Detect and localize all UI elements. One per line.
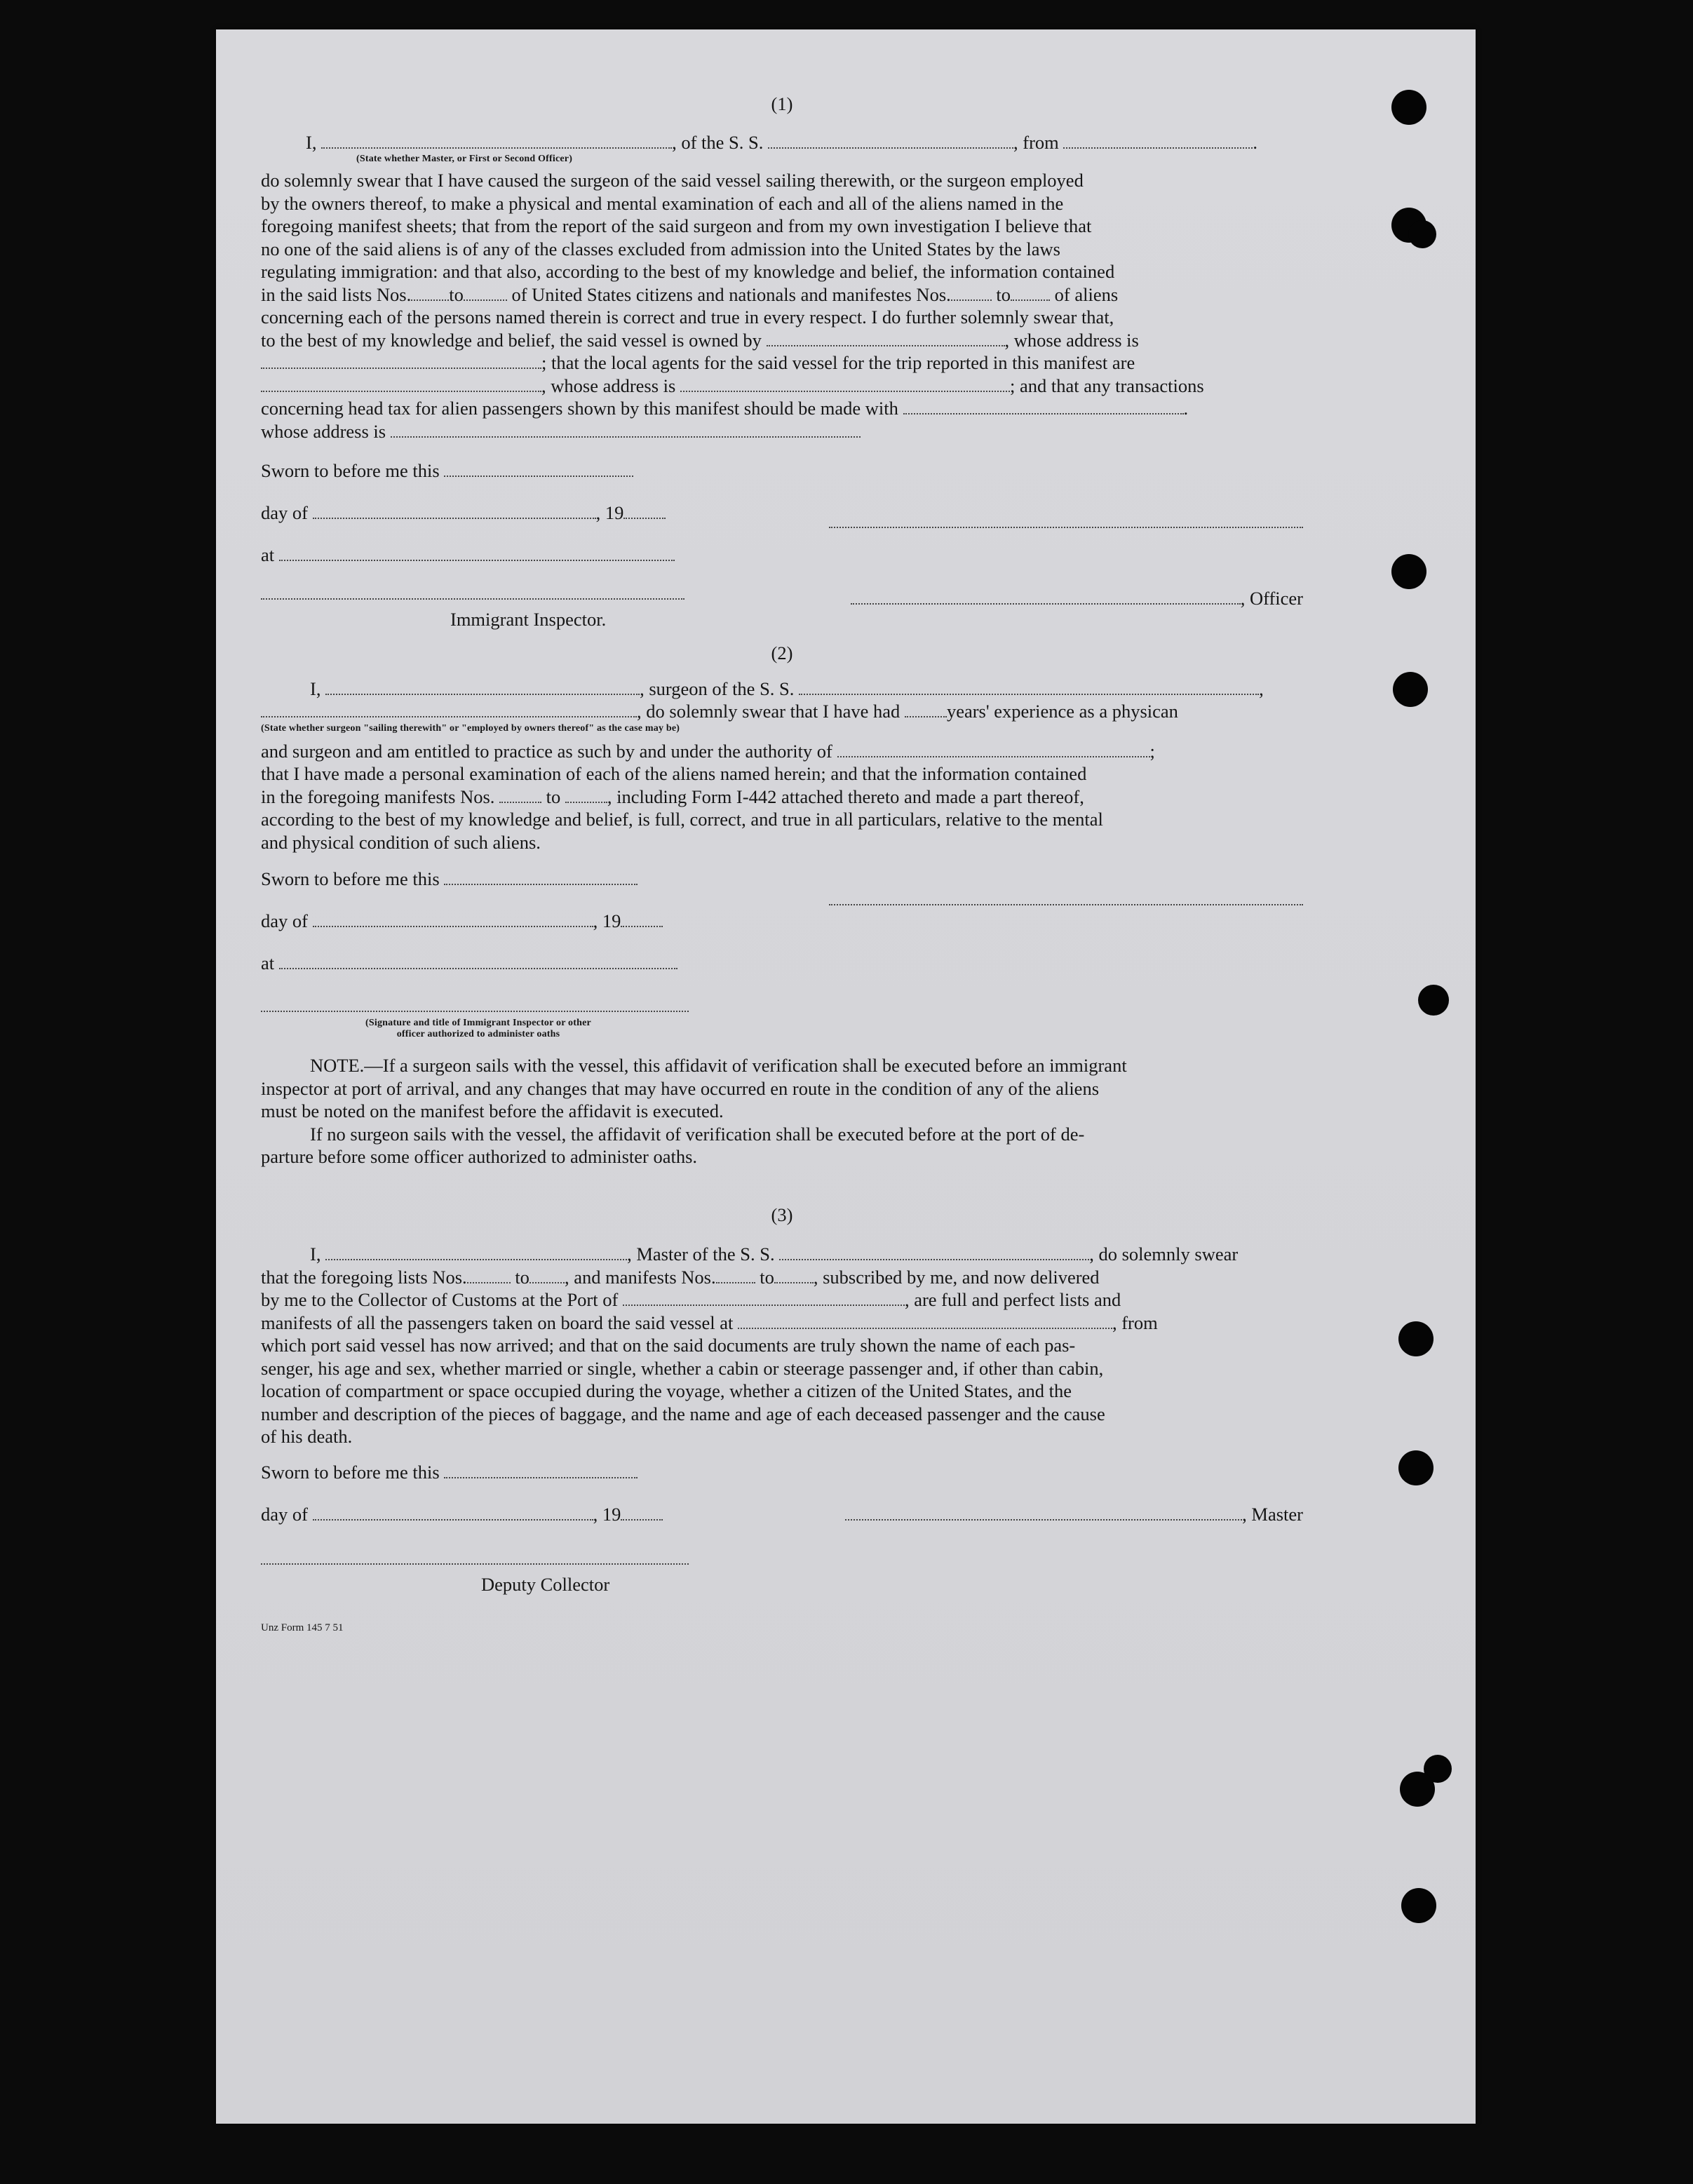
sworn-label: Sworn to before me this bbox=[261, 868, 440, 889]
section-1-address-line: whose address is bbox=[261, 420, 1303, 443]
surgeon-name-blank[interactable] bbox=[325, 680, 640, 695]
collector-signature-line[interactable] bbox=[261, 1563, 689, 1565]
year-blank[interactable] bbox=[621, 912, 663, 927]
manifest-to-blank[interactable] bbox=[1011, 285, 1050, 301]
section-1-text: regulating immigration: and that also, according to the best of my knowledge and belief, the information contained bbox=[261, 261, 1115, 282]
s3-manifest-from-blank[interactable] bbox=[716, 1268, 755, 1283]
surgeon-status-blank[interactable] bbox=[261, 702, 637, 717]
year-blank[interactable] bbox=[621, 1505, 663, 1521]
place-blank[interactable] bbox=[279, 954, 677, 969]
month-blank[interactable] bbox=[313, 912, 593, 927]
head-tax-address-blank[interactable] bbox=[391, 422, 861, 438]
agents-blank[interactable] bbox=[261, 377, 541, 392]
section-3-intro: I, , Master of the S. S. , do solemnly swear bbox=[310, 1243, 1239, 1265]
officer-signature-line[interactable] bbox=[829, 527, 1303, 528]
section-2-authority-line: and surgeon and am entitled to practice as such by and under the authority of ; bbox=[261, 740, 1155, 762]
section-2-signature-block: Sworn to before me this day of , 19 at (Signature and title of Immigrant Inspector or other officer authorized to administer oaths bbox=[261, 858, 1303, 1046]
punch-hole bbox=[1391, 90, 1426, 125]
s2-manifest-from-blank[interactable] bbox=[499, 788, 541, 803]
note-text: must be noted on the manifest before the affidavit is executed. bbox=[261, 1100, 724, 1121]
section-2-intro: I, , surgeon of the S. S. , bbox=[310, 678, 1264, 699]
month-blank[interactable] bbox=[313, 504, 596, 519]
section-2-years-line: , do solemnly swear that I have had years' experience as a physican bbox=[261, 700, 1303, 723]
section-3-lists-line: that the foregoing lists Nos. to , and manifests Nos. to , subscribed by me, and now delivered bbox=[261, 1266, 1100, 1288]
section-3-text: number and description of the pieces of baggage, and the name and age of each deceased passenger and the cause bbox=[261, 1403, 1105, 1424]
at-label: at bbox=[261, 952, 275, 973]
section-1-text: concerning each of the persons named therein is correct and true in every respect. I do further solemnly swear that, bbox=[261, 306, 1114, 328]
section-3-embark-line: manifests of all the passengers taken on board the said vessel at , from bbox=[261, 1312, 1158, 1333]
collector-label: Deputy Collector bbox=[481, 1573, 610, 1595]
agents-address-blank[interactable] bbox=[680, 377, 1010, 392]
section-3-text: of his death. bbox=[261, 1426, 353, 1447]
section-1-intro: I, , of the S. S. , from . bbox=[306, 131, 1258, 153]
section-1-signature-block: Sworn to before me this day of , 19 at , Officer Immigrant Inspector. bbox=[261, 460, 1303, 630]
officer-name-blank[interactable] bbox=[321, 133, 672, 149]
section-2-number: (2) bbox=[771, 642, 793, 663]
note-text: If no surgeon sails with the vessel, the affidavit of verification shall be executed before at the port of de- bbox=[310, 1123, 1085, 1145]
day-of-label: day of bbox=[261, 1503, 308, 1525]
section-2-text: and physical condition of such aliens. bbox=[261, 831, 541, 853]
section-1-text: foregoing manifest sheets; that from the report of the said surgeon and from my own investigation I believe that bbox=[261, 215, 1092, 236]
list-from-blank[interactable] bbox=[411, 285, 449, 301]
authority-blank[interactable] bbox=[837, 742, 1150, 757]
master-name-blank[interactable] bbox=[325, 1245, 627, 1260]
section-2-text: according to the best of my knowledge and belief, is full, correct, and true in all particulars, relative to the mental bbox=[261, 809, 1103, 830]
section-3-text: location of compartment or space occupied during the voyage, whether a citizen of the United States, and the bbox=[261, 1380, 1072, 1401]
inspector-signature-line[interactable] bbox=[261, 598, 684, 600]
year-blank[interactable] bbox=[623, 504, 666, 519]
years-blank[interactable] bbox=[905, 702, 947, 717]
form-content bbox=[261, 93, 1303, 1639]
section-2-text: that I have made a personal examination of each of the aliens named herein; and that the information contained bbox=[261, 763, 1087, 784]
vessel-name-blank[interactable] bbox=[768, 133, 1013, 149]
sworn-day-blank[interactable] bbox=[444, 1463, 638, 1478]
section-1-text: do solemnly swear that I have caused the surgeon of the said vessel sailing therewith, or the surgeon employed bbox=[261, 170, 1084, 191]
form-code: Unz Form 145 7 51 bbox=[261, 1622, 344, 1633]
embark-port-blank[interactable] bbox=[738, 1314, 1112, 1329]
owner-blank[interactable] bbox=[767, 331, 1005, 346]
list-to-blank[interactable] bbox=[464, 285, 507, 301]
sworn-label: Sworn to before me this bbox=[261, 1461, 440, 1483]
section-1-owner-line: to the best of my knowledge and belief, the said vessel is owned by , whose address is bbox=[261, 329, 1139, 351]
sworn-day-blank[interactable] bbox=[444, 461, 633, 477]
section-3-port-line: by me to the Collector of Customs at the Port of , are full and perfect lists and bbox=[261, 1289, 1121, 1310]
inspector-signature-line[interactable] bbox=[261, 1011, 689, 1012]
punch-hole bbox=[1418, 985, 1449, 1016]
punch-hole bbox=[1400, 1772, 1435, 1807]
place-blank[interactable] bbox=[279, 546, 675, 561]
punch-hole bbox=[1398, 1321, 1434, 1356]
s3-list-to-blank[interactable] bbox=[530, 1268, 565, 1283]
day-of-label: day of bbox=[261, 502, 308, 523]
section-1-agents-address-line: , whose address is ; and that any transactions bbox=[261, 375, 1303, 398]
signature-note: (Signature and title of Immigrant Inspector or other officer authorized to administer oaths bbox=[365, 1018, 591, 1039]
form-page bbox=[216, 29, 1476, 2124]
month-blank[interactable] bbox=[313, 1505, 593, 1521]
master-vessel-blank[interactable] bbox=[779, 1245, 1089, 1260]
officer-note: (State whether Master, or First or Second Officer) bbox=[356, 154, 573, 164]
section-1-text: by the owners thereof, to make a physical and mental examination of each and all of the aliens named in the bbox=[261, 192, 1064, 214]
section-1-agents-line: ; that the local agents for the said vessel for the trip reported in this manifest are bbox=[261, 351, 1303, 375]
section-1-head-tax-line: concerning head tax for alien passengers shown by this manifest should be made with . bbox=[261, 398, 1189, 419]
inspector-label: Immigrant Inspector. bbox=[450, 609, 607, 630]
note-text: NOTE.—If a surgeon sails with the vessel, this affidavit of verification shall be executed before an immigrant bbox=[310, 1055, 1127, 1076]
sworn-day-blank[interactable] bbox=[444, 870, 638, 885]
note-text: parture before some officer authorized to administer oaths. bbox=[261, 1146, 698, 1167]
note-text: inspector at port of arrival, and any changes that may have occurred en route in the condition of any of the aliens bbox=[261, 1077, 1100, 1099]
section-2-manifests-line: in the foregoing manifests Nos. to , including Form I-442 attached thereto and made a part thereof, bbox=[261, 786, 1084, 807]
section-1-lists-line: in the said lists Nos. to of United States citizens and nationals and manifestes Nos. to of aliens bbox=[261, 283, 1119, 305]
section-1-number: (1) bbox=[771, 93, 793, 114]
punch-hole bbox=[1398, 1450, 1434, 1485]
s3-list-from-blank[interactable] bbox=[467, 1268, 511, 1283]
section-1-text: no one of the said aliens is of any of the classes excluded from admission into the United States by the laws bbox=[261, 238, 1060, 259]
section-3-text: which port said vessel has now arrived; and that on the said documents are truly shown the name of each pas- bbox=[261, 1335, 1076, 1356]
surgeon-vessel-blank[interactable] bbox=[799, 680, 1259, 695]
at-label: at bbox=[261, 544, 275, 565]
master-signature-line[interactable] bbox=[845, 1505, 1242, 1521]
port-blank[interactable] bbox=[623, 1290, 905, 1306]
punch-hole bbox=[1401, 1888, 1436, 1923]
sworn-label: Sworn to before me this bbox=[261, 460, 440, 481]
section-3-signature-block: Sworn to before me this day of , 19 , Master Deputy Collector bbox=[261, 1461, 1303, 1595]
port-from-blank[interactable] bbox=[1063, 133, 1253, 149]
manifest-from-blank[interactable] bbox=[951, 285, 992, 301]
head-tax-blank[interactable] bbox=[903, 399, 1184, 414]
s2-manifest-to-blank[interactable] bbox=[565, 788, 607, 803]
officer-name-line[interactable] bbox=[851, 589, 1241, 605]
owner-address-blank[interactable] bbox=[261, 353, 541, 369]
day-of-label: day of bbox=[261, 910, 308, 931]
surgeon-note: (State whether surgeon "sailing therewith" or "employed by owners thereof" as the case may be) bbox=[261, 722, 680, 734]
s3-manifest-to-blank[interactable] bbox=[774, 1268, 814, 1283]
punch-hole bbox=[1408, 220, 1436, 248]
section-3-number: (3) bbox=[771, 1204, 793, 1225]
punch-hole bbox=[1391, 554, 1426, 589]
surgeon-signature-line[interactable] bbox=[829, 904, 1303, 905]
punch-hole bbox=[1393, 672, 1428, 707]
section-3-text: senger, his age and sex, whether married or single, whether a cabin or steerage passenger and, if other than cabin, bbox=[261, 1357, 1104, 1379]
